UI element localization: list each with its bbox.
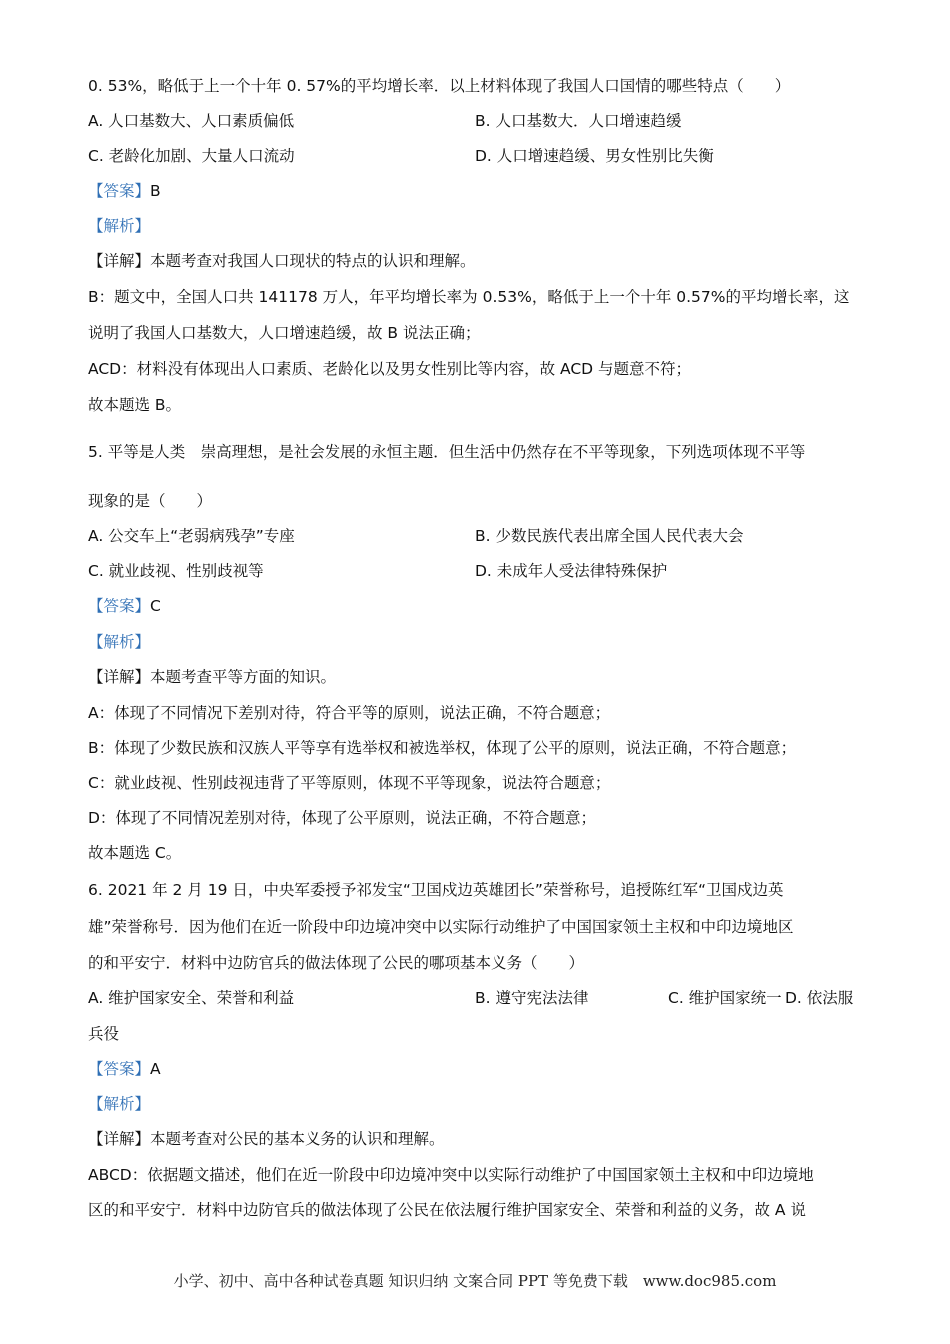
q5-answer [88,596,161,616]
detail-tag: 【详解】 [88,252,151,270]
q5-explanation-d: D：体现了不同情况差别对待，体现了公平原则，说法正确，不符合题意； [88,809,596,827]
q5-explanation-a: A：体现了不同情况下差别对待，符合平等的原则，说法正确，不符合题意； [88,704,611,722]
q4-option-a: A. 人口基数大、人口素质偏低 [88,112,295,130]
q5-option-d: D. 未成年人受法律特殊保护 [475,562,668,580]
q5-detail [88,667,336,687]
q5-option-b: B. 少数民族代表出席全国人民代表大会 [475,527,744,545]
detail-tag: 【详解】 [88,1130,151,1148]
q6-explanation-line: 区的和平安宁．材料中边防官兵的做法体现了公民在依法履行维护国家安全、荣誉和利益的义务，故 A 说 [88,1201,806,1219]
answer-tag: 【答案】 [88,597,151,615]
answer-tag: 【答案】 [88,1060,151,1078]
q6-analysis-tag: 【解析】 [88,1095,151,1113]
answer-tag: 【答案】 [88,182,151,200]
q5-conclusion: 故本题选 C。 [88,844,182,862]
q4-detail [88,251,476,271]
q5-option-a: A. 公交车上“老弱病残孕”专座 [88,527,295,545]
q4-intro-line: 0. 53%，略低于上一个十年 0. 57%的平均增长率．以上材料体现了我国人口国情的哪些特点（ ） [88,77,791,95]
q6-stem-line: 的和平安宁．材料中边防官兵的做法体现了公民的哪项基本义务（ ） [88,954,585,972]
q5-option-c: C. 就业歧视、性别歧视等 [88,562,264,580]
q6-option-d: D. 依法服 [785,989,854,1007]
page-footer: 小学、初中、高中各种试卷真题 知识归纳 文案合同 PPT 等免费下载 www.doc985.com [173,1272,777,1290]
q5-explanation-b: B：体现了少数民族和汉族人平等享有选举权和被选举权，体现了公平的原则，说法正确，不符合题意； [88,739,797,757]
q6-detail [88,1129,445,1149]
q4-analysis-tag: 【解析】 [88,217,151,235]
detail-tag: 【详解】 [88,668,151,686]
q6-option-b: B. 遵守宪法法律 [475,989,589,1007]
q4-explanation-line: 说明了我国人口基数大，人口增速趋缓，故 B 说法正确； [88,324,481,342]
detail-text: 本题考查对我国人口现状的特点的认识和理解。 [150,252,476,270]
q6-explanation-line: ABCD：依据题文描述，他们在近一阶段中印边境冲突中以实际行动维护了中国国家领土主权和中印边境地 [88,1166,814,1184]
answer-value: A [150,1060,161,1078]
q6-stem-line: 6. 2021 年 2 月 19 日，中央军委授予祁发宝“卫国戍边英雄团长”荣誉称号，追授陈红军“卫国戍边英 [88,881,784,899]
q6-answer [88,1059,161,1079]
q4-conclusion: 故本题选 B。 [88,396,182,414]
q6-option-a: A. 维护国家安全、荣誉和利益 [88,989,295,1007]
q5-analysis-tag: 【解析】 [88,633,151,651]
q4-option-b: B. 人口基数大．人口增速趋缓 [475,112,682,130]
detail-text: 本题考查对公民的基本义务的认识和理解。 [150,1130,445,1148]
answer-value: B [150,182,161,200]
answer-value: C [150,597,161,615]
q4-answer [88,181,161,201]
q4-option-c: C. 老龄化加剧、大量人口流动 [88,147,295,165]
q4-option-d: D. 人口增速趋缓、男女性别比失衡 [475,147,714,165]
q4-explanation-line: ACD：材料没有体现出人口素质、老龄化以及男女性别比等内容，故 ACD 与题意不符； [88,360,692,378]
q4-explanation-line: B：题文中，全国人口共 141178 万人，年平均增长率为 0.53%，略低于上一个十年 0.57%的平均增长率，这 [88,288,850,306]
q6-stem-line: 雄”荣誉称号．因为他们在近一阶段中印边境冲突中以实际行动维护了中国国家领土主权和中印边境地区 [88,918,794,936]
q5-stem-line: 5. 平等是人类 崇高理想，是社会发展的永恒主题．但生活中仍然存在不平等现象，下列选项体现不平等 [88,443,806,461]
detail-text: 本题考查平等方面的知识。 [150,668,337,686]
q6-option-c: C. 维护国家统一 [668,989,782,1007]
q6-option-d-wrap: 兵役 [88,1025,120,1043]
q5-stem-line: 现象的是（ ） [88,492,213,510]
q5-explanation-c: C：就业歧视、性别歧视违背了平等原则，体现不平等现象，说法符合题意； [88,774,611,792]
